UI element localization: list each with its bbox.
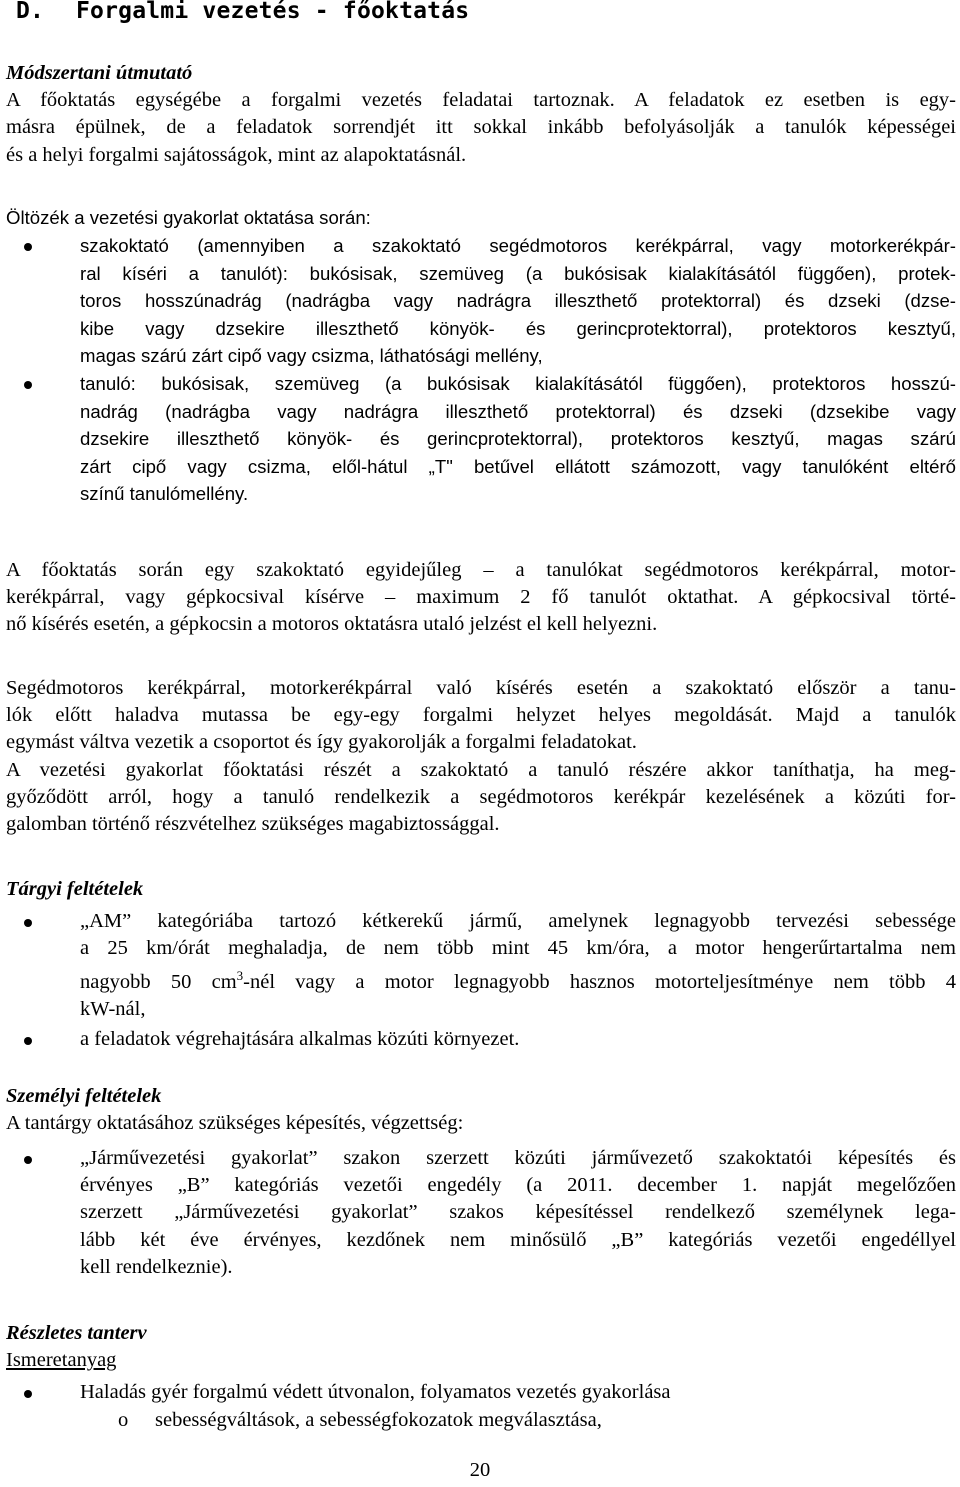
section-title: Forgalmi vezetés - főoktatás (76, 0, 470, 24)
detailed-curriculum-title: Részletes tanterv (6, 1322, 147, 1344)
curriculum-subitem (118, 1407, 855, 1434)
curriculum-subtitle: Ismeretanyag (6, 1349, 117, 1372)
paragraph-line: Segédmotoros kerékpárral, motorkerékpárral való kísérés esetén a szakoktató először a tanu- (6, 677, 956, 699)
bullet-line: lább két éve érvényes, kezdőnek nem minősülő „B” kategóriás vezetői engedéllyel (80, 1228, 956, 1251)
bullet-dot (24, 1390, 32, 1398)
personal-conditions-intro: A tantárgy oktatásához szükséges képesítés, végzettség: (6, 1112, 464, 1135)
bullet-line: érvényes „B” kategóriás vezetői engedély (a 2011. december 1. napját megelőzően (80, 1174, 956, 1197)
paragraph-line: A főoktatás során egy szakoktató egyidejűleg – a tanulókat segédmotoros kerékpárral, motor- (6, 559, 956, 581)
clothing-bullet-instructor (80, 232, 956, 370)
paragraph-line: galomban történő részvételhez szükséges magabiztossággal. (6, 813, 500, 836)
personal-bullet-qualification (80, 1145, 956, 1281)
paragraph-line: lók előtt haladva mutassa be egy-egy forgalmi helyzet helyes megoldását. Majd a tanulók (6, 704, 956, 727)
paragraph-line: kerékpárral, vagy gépkocsival kísérve – maximum 2 fő tanulót oktathat. A gépkocsival törté- (6, 586, 956, 609)
section-heading (16, 0, 469, 24)
personal-conditions-section (6, 1083, 956, 1137)
bullet-line (80, 962, 956, 996)
text-fragment: nagyobb 50 cm (80, 971, 237, 994)
section-letter: D. (16, 0, 45, 24)
bullet-line: nadrág (nadrágba vagy nadrágra illeszthető protektorral) és dzseki (dzsekibe vagy (80, 400, 956, 422)
clothing-intro (6, 204, 956, 232)
bullet-dot (24, 1156, 32, 1164)
clothing-intro-text: Öltözék a vezetési gyakorlat oktatása során: (6, 207, 371, 228)
bullet-line: „AM” kategóriába tartozó kétkerekű jármű, amelynek legnagyobb tervezési sebessége (80, 910, 956, 932)
bullet-line: színű tanulómellény. (80, 483, 249, 504)
material-bullet-vehicle (80, 908, 956, 1024)
bullet-line: kW-nál, (80, 998, 146, 1021)
paragraph-escort (6, 675, 956, 838)
detailed-curriculum-section (6, 1320, 956, 1374)
page-number: 20 (469, 1459, 491, 1481)
bullet-line: toros hosszúnadrág (nadrágba vagy nadrágra illeszthető protektorral) és dzseki (dzse- (80, 290, 956, 311)
text-fragment: -nél vagy a motor legnagyobb hasznos motorteljesítménye nem több 4 (243, 971, 956, 994)
methodology-line: másra épülnek, de a feladatok sorrendjét itt sokkal inkább befolyásolják a tanulók képességei (6, 116, 956, 139)
paragraph-line: A vezetési gyakorlat főoktatási részét a szakoktató a tanuló részére akkor taníthatja, ha meg- (6, 758, 956, 781)
bullet-dot (24, 243, 32, 251)
methodology-line: és a helyi forgalmi sajátosságok, mint az alapoktatásnál. (6, 143, 467, 166)
personal-conditions-title: Személyi feltételek (6, 1085, 162, 1107)
bullet-line: dzsekire illeszthető könyök- és gerincprotektorral), protektoros kesztyű, magas szárú (80, 428, 956, 449)
material-bullet-environment (80, 1026, 956, 1053)
bullet-line: Haladás gyér forgalmú védett útvonalon, folyamatos vezetés gyakorlása (80, 1381, 671, 1403)
curriculum-bullet (80, 1379, 956, 1406)
bullet-line: szerzett „Járművezetési gyakorlat” szakos képesítéssel rendelkező személynek lega- (80, 1201, 956, 1224)
bullet-line: „Járművezetési gyakorlat” szakon szerzett közúti járművezető szakoktatói képesítés és (80, 1147, 956, 1169)
material-conditions-title: Tárgyi feltételek (6, 878, 144, 900)
paragraph-line: győződött arról, hogy a tanuló rendelkezik a segédmotoros kerékpár kezelésének a közúti for- (6, 785, 956, 808)
bullet-line: kell rendelkeznie). (80, 1255, 233, 1278)
bullet-line: zárt cipő vagy csizma, elől-hátul „T" betűvel ellátott számozott, vagy tanulóként eltérő (80, 455, 956, 477)
bullet-line: szakoktató (amennyiben a szakoktató segédmotoros kerékpárral, vagy motorkerékpár- (80, 235, 956, 256)
paragraph-line: nő kísérés esetén, a gépkocsin a motoros oktatásra utaló jelzést el kell helyezni. (6, 613, 658, 636)
clothing-bullet-student (80, 370, 956, 508)
bullet-line: ral kíséri a tanulót): bukósisak, szemüveg (a bukósisak kialakításától függően), protek- (80, 262, 956, 284)
bullet-dot (24, 919, 32, 927)
methodology-line: A főoktatás egységébe a forgalmi vezetés feladatai tartoznak. A feladatok ez esetben is egy- (6, 89, 956, 112)
methodology-heading: Módszertani útmutató (6, 62, 193, 84)
paragraph-supervision (6, 557, 956, 639)
paragraph-line: egymást váltva vezetik a csoportot és így gyakorolják a forgalmi feladatokat. (6, 731, 637, 754)
bullet-line: tanuló: bukósisak, szemüveg (a bukósisak kialakításától függően), protektoros hosszú- (80, 373, 956, 394)
methodology-section (6, 60, 956, 169)
superscript: 3 (236, 968, 244, 984)
bullet-line: magas szárú zárt cipő vagy csizma, láthatósági mellény, (80, 345, 543, 366)
bullet-dot (24, 381, 32, 389)
sub-bullet-line: sebességváltások, a sebességfokozatok megválasztása, (155, 1409, 602, 1431)
bullet-dot (24, 1037, 32, 1045)
bullet-line: kibe vagy dzsekire illeszthető könyök- és gerincprotektorral), protektoros kesztyű, (80, 317, 956, 339)
material-conditions-heading (6, 876, 956, 903)
bullet-line: a feladatok végrehajtására alkalmas közúti környezet. (80, 1028, 520, 1050)
sub-bullet-marker: o (118, 1409, 129, 1431)
bullet-line: a 25 km/órát meghaladja, de nem több mint 45 km/óra, a motor hengerűrtartalma nem (80, 937, 956, 960)
